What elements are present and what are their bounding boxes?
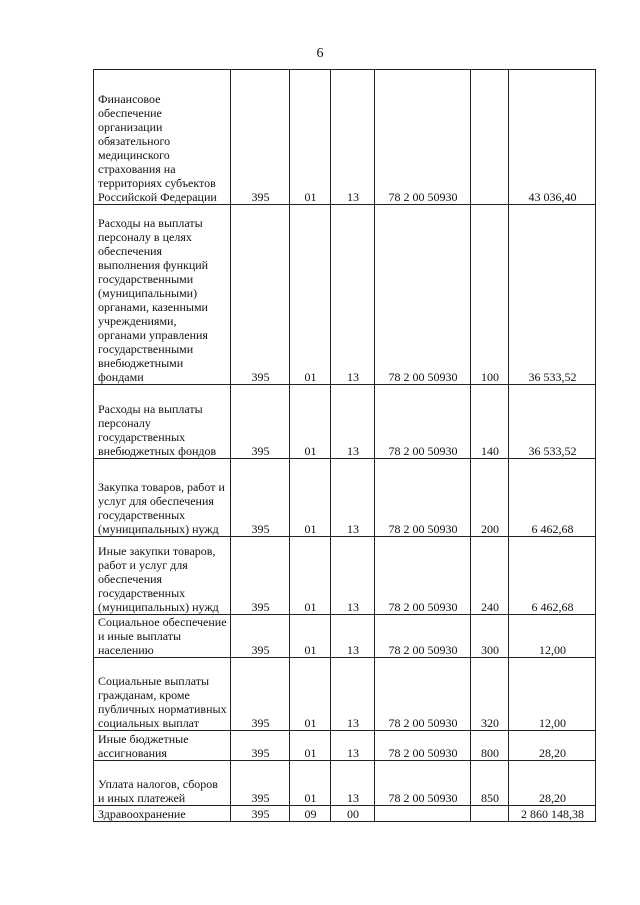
table-row	[94, 806, 596, 822]
table-row	[94, 537, 596, 615]
table-row	[94, 731, 596, 761]
row-section-code: 01	[290, 385, 331, 459]
row-admin-code: 395	[231, 205, 290, 385]
row-expense-type: 140	[471, 385, 509, 459]
row-target-code: 78 2 00 50930	[375, 658, 471, 731]
row-section-code: 01	[290, 70, 331, 205]
row-admin-code: 395	[231, 731, 290, 761]
row-subsection-code: 13	[331, 658, 375, 731]
row-name: Расходы на выплаты персоналу в целях обеспечения выполнения функций государственными (муниципальными) органами, казенными учреждениями, органами управления государственными внебюджетными фондами	[94, 205, 231, 385]
table-row	[94, 205, 596, 385]
row-name: Иные бюджетные ассигнования	[94, 731, 231, 761]
table-row	[94, 70, 596, 205]
row-amount: 28,20	[509, 731, 596, 761]
row-name: Расходы на выплаты персоналу государственных внебюджетных фондов	[94, 385, 231, 459]
row-expense-type: 200	[471, 459, 509, 537]
row-name: Социальные выплаты гражданам, кроме публичных нормативных социальных выплат	[94, 658, 231, 731]
row-amount: 2 860 148,38	[509, 806, 596, 822]
row-section-code: 01	[290, 205, 331, 385]
row-target-code: 78 2 00 50930	[375, 70, 471, 205]
budget-table-body	[94, 70, 596, 822]
row-admin-code: 395	[231, 70, 290, 205]
row-name: Здравоохранение	[94, 806, 231, 822]
page-number: 6	[316, 46, 324, 61]
row-subsection-code: 13	[331, 761, 375, 806]
row-section-code: 09	[290, 806, 331, 822]
table-row	[94, 459, 596, 537]
row-amount: 36 533,52	[509, 205, 596, 385]
row-expense-type: 850	[471, 761, 509, 806]
row-expense-type	[471, 806, 509, 822]
row-admin-code: 395	[231, 761, 290, 806]
row-admin-code: 395	[231, 385, 290, 459]
row-expense-type: 100	[471, 205, 509, 385]
row-target-code: 78 2 00 50930	[375, 731, 471, 761]
row-admin-code: 395	[231, 459, 290, 537]
row-subsection-code: 13	[331, 70, 375, 205]
row-expense-type: 240	[471, 537, 509, 615]
row-target-code: 78 2 00 50930	[375, 537, 471, 615]
row-target-code: 78 2 00 50930	[375, 615, 471, 658]
row-target-code: 78 2 00 50930	[375, 761, 471, 806]
row-section-code: 01	[290, 615, 331, 658]
row-target-code: 78 2 00 50930	[375, 385, 471, 459]
row-expense-type: 320	[471, 658, 509, 731]
row-expense-type: 300	[471, 615, 509, 658]
row-target-code: 78 2 00 50930	[375, 205, 471, 385]
row-expense-type	[471, 70, 509, 205]
row-target-code	[375, 806, 471, 822]
table-row	[94, 761, 596, 806]
row-name: Иные закупки товаров, работ и услуг для обеспечения государственных (муниципальных) нужд	[94, 537, 231, 615]
row-section-code: 01	[290, 731, 331, 761]
table-row	[94, 658, 596, 731]
row-subsection-code: 13	[331, 459, 375, 537]
row-name: Финансовое обеспечение организации обязательного медицинского страхования на территориях субъектов Российской Федерации	[94, 70, 231, 205]
row-admin-code: 395	[231, 537, 290, 615]
row-amount: 6 462,68	[509, 537, 596, 615]
row-amount: 12,00	[509, 658, 596, 731]
row-name: Социальное обеспечение и иные выплаты населению	[94, 615, 231, 658]
row-subsection-code: 13	[331, 537, 375, 615]
budget-table	[93, 69, 596, 822]
row-subsection-code: 00	[331, 806, 375, 822]
row-expense-type: 800	[471, 731, 509, 761]
table-row	[94, 385, 596, 459]
row-section-code: 01	[290, 459, 331, 537]
row-name: Закупка товаров, работ и услуг для обеспечения государственных (муниципальных) нужд	[94, 459, 231, 537]
row-subsection-code: 13	[331, 205, 375, 385]
row-amount: 28,20	[509, 761, 596, 806]
table-row	[94, 615, 596, 658]
row-subsection-code: 13	[331, 615, 375, 658]
row-amount: 12,00	[509, 615, 596, 658]
row-subsection-code: 13	[331, 731, 375, 761]
row-section-code: 01	[290, 658, 331, 731]
row-subsection-code: 13	[331, 385, 375, 459]
row-amount: 43 036,40	[509, 70, 596, 205]
row-amount: 36 533,52	[509, 385, 596, 459]
row-section-code: 01	[290, 761, 331, 806]
row-admin-code: 395	[231, 615, 290, 658]
row-name: Уплата налогов, сборов и иных платежей	[94, 761, 231, 806]
row-admin-code: 395	[231, 658, 290, 731]
row-target-code: 78 2 00 50930	[375, 459, 471, 537]
row-amount: 6 462,68	[509, 459, 596, 537]
row-admin-code: 395	[231, 806, 290, 822]
row-section-code: 01	[290, 537, 331, 615]
